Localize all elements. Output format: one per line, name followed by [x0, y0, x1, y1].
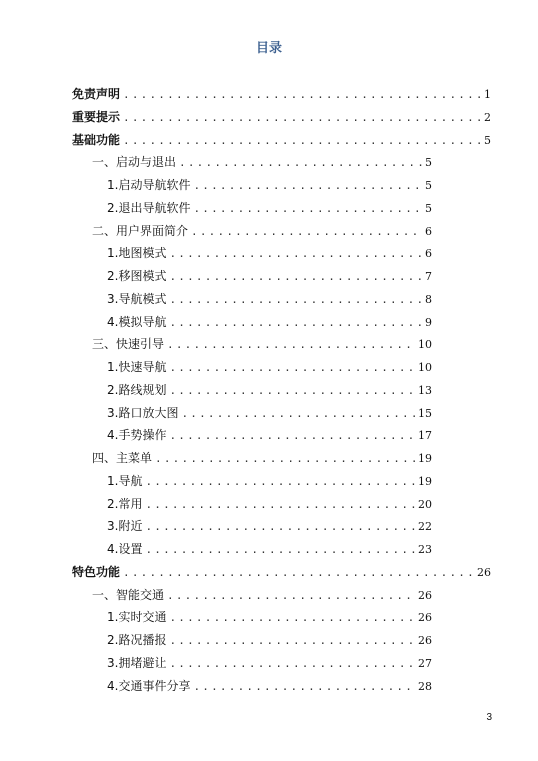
toc-entry-number: 1. — [107, 610, 119, 625]
toc-entry-number: 1. — [107, 178, 119, 192]
toc-entry-page: 10 — [418, 338, 432, 352]
toc-entry-page: 5 — [425, 179, 432, 192]
toc-entry[interactable] — [92, 404, 432, 424]
toc-entry-number: 3. — [107, 291, 119, 306]
toc-entry-page: 5 — [484, 133, 491, 147]
toc-entry-label: 实时交通 — [118, 610, 167, 625]
toc-entry-page: 9 — [425, 315, 432, 329]
toc-entry[interactable] — [92, 358, 432, 378]
toc-entry-page: 10 — [418, 361, 432, 374]
toc-entry-label: 导航 — [118, 473, 143, 488]
toc-entry[interactable] — [92, 586, 432, 606]
toc-entry-label: 主菜单 — [116, 451, 153, 465]
toc-entry[interactable] — [92, 517, 432, 537]
toc-entry-label: 用户界面简介 — [116, 223, 189, 238]
dot-leader — [193, 680, 415, 693]
toc-entry[interactable] — [92, 153, 432, 173]
toc-entry-label: 退出导航软件 — [118, 200, 191, 215]
page-number: 3 — [486, 712, 492, 723]
dot-leader — [179, 156, 422, 169]
toc-entry-number: 4. — [107, 542, 119, 556]
toc-entry-label: 交通事件分享 — [118, 678, 191, 693]
toc-entry-page: 19 — [418, 474, 432, 488]
toc-entry-page: 1 — [484, 88, 491, 101]
toc-entry-page: 22 — [418, 520, 432, 534]
toc-entry-label: 手势操作 — [118, 428, 167, 443]
dot-leader — [169, 270, 422, 283]
toc-entry-page: 27 — [418, 656, 432, 670]
toc-entry-number: 4. — [107, 428, 119, 443]
toc-entry-number: 2. — [107, 200, 119, 215]
toc-entry[interactable] — [92, 540, 432, 560]
toc-entry[interactable] — [92, 472, 432, 492]
toc-entry-number: 1. — [107, 246, 119, 261]
toc-entry-page: 26 — [418, 588, 432, 602]
toc-entry-label: 导航模式 — [118, 291, 167, 306]
dot-leader — [145, 498, 415, 511]
toc-entry[interactable] — [72, 131, 491, 151]
toc-entry[interactable] — [92, 267, 432, 287]
toc-entry-number: 一、 — [92, 587, 117, 602]
toc-entry-label: 路口放大图 — [118, 405, 179, 420]
toc-entry-number: 三、 — [92, 337, 117, 352]
toc-entry[interactable] — [72, 85, 491, 105]
dot-leader — [169, 384, 415, 397]
toc-entry-number: 一、 — [92, 155, 117, 170]
dot-leader — [169, 247, 422, 260]
toc-entry-page: 6 — [425, 224, 432, 238]
toc-entry-page: 19 — [418, 452, 432, 465]
toc-entry[interactable] — [92, 449, 432, 469]
toc-entry-page: 13 — [418, 383, 432, 397]
dot-leader — [169, 429, 415, 442]
toc-entry-label: 快速导航 — [118, 360, 167, 374]
dot-leader — [145, 475, 415, 488]
dot-leader — [169, 361, 415, 374]
toc-entry[interactable] — [92, 381, 432, 401]
toc-entry[interactable] — [92, 608, 432, 628]
dot-leader — [169, 611, 415, 624]
toc-entry-number: 3. — [107, 405, 119, 420]
dot-leader — [193, 202, 422, 215]
toc-entry-number: 3. — [107, 519, 119, 534]
page-title: 目录 — [255, 41, 282, 56]
dot-leader — [155, 452, 415, 465]
toc-entry-page: 17 — [418, 429, 432, 443]
dot-leader — [123, 134, 481, 147]
dot-leader — [169, 634, 415, 647]
toc-entry-number: 二、 — [92, 223, 117, 238]
toc-entry-label: 基础功能 — [72, 132, 121, 147]
toc-entry[interactable] — [92, 495, 432, 515]
toc-entry-label: 模拟导航 — [118, 314, 167, 329]
toc-entry[interactable] — [92, 244, 432, 264]
toc-entry-label: 常用 — [118, 496, 143, 511]
dot-leader — [169, 293, 422, 306]
toc-entry-number: 4. — [107, 678, 119, 693]
toc-entry-label: 智能交通 — [116, 587, 165, 602]
toc-entry-page: 5 — [425, 156, 432, 170]
toc-entry-number: 3. — [107, 655, 119, 670]
toc-entry[interactable] — [92, 677, 432, 697]
toc-entry-page: 2 — [484, 110, 491, 124]
toc-entry-label: 拥堵避让 — [118, 655, 167, 670]
toc-entry-label: 重要提示 — [72, 109, 121, 124]
toc-entry-number: 2. — [107, 269, 119, 283]
toc-entry-label: 附近 — [118, 519, 143, 534]
dot-leader — [145, 520, 415, 533]
toc-entry-label: 路况播报 — [118, 633, 167, 647]
toc-entry[interactable] — [92, 335, 432, 355]
dot-leader — [123, 88, 481, 101]
toc-entry-number: 4. — [107, 314, 119, 329]
dot-leader — [145, 543, 415, 556]
toc-entry-label: 移图模式 — [118, 269, 167, 283]
dot-leader — [123, 111, 481, 124]
toc-entry-label: 路线规划 — [118, 382, 167, 397]
toc-entry[interactable] — [92, 290, 432, 310]
toc-entry-page: 5 — [425, 201, 432, 215]
toc-entry-page: 26 — [418, 611, 432, 625]
toc-entry-number: 1. — [107, 473, 119, 488]
dot-leader — [169, 657, 415, 670]
toc-entry-page: 26 — [418, 634, 432, 647]
toc-entry[interactable] — [72, 563, 491, 583]
toc-entry-number: 2. — [107, 382, 119, 397]
toc-entry-number: 2. — [107, 496, 119, 511]
dot-leader — [193, 179, 422, 192]
toc-entry-page: 6 — [425, 247, 432, 261]
toc-entry-page: 20 — [418, 497, 432, 511]
toc-entry[interactable] — [72, 108, 491, 128]
toc-entry-page: 8 — [425, 292, 432, 306]
toc-entry[interactable] — [92, 222, 432, 242]
toc-entry-page: 7 — [425, 270, 432, 283]
dot-leader — [167, 338, 415, 351]
dot-leader — [191, 225, 422, 238]
dot-leader — [169, 316, 422, 329]
toc-entry[interactable] — [92, 631, 432, 651]
toc-entry[interactable] — [92, 199, 432, 219]
dot-leader — [123, 566, 474, 579]
toc-entry-page: 23 — [418, 543, 432, 556]
toc-entry[interactable] — [92, 426, 432, 446]
toc-entry-number: 四、 — [92, 451, 117, 465]
toc-entry-label: 特色功能 — [72, 564, 121, 579]
toc-entry-label: 免责声明 — [72, 87, 121, 101]
toc-entry-label: 启动与退出 — [116, 155, 177, 170]
toc-entry-page: 15 — [418, 406, 432, 420]
toc-entry-page: 28 — [418, 679, 432, 693]
toc-entry[interactable] — [92, 654, 432, 674]
dot-leader — [181, 407, 415, 420]
dot-leader — [167, 589, 415, 602]
toc-entry-number: 1. — [107, 360, 119, 374]
toc-entry-label: 地图模式 — [118, 246, 167, 261]
toc-entry[interactable] — [92, 313, 432, 333]
toc-entry-page: 26 — [477, 565, 491, 579]
toc-entry-label: 快速引导 — [116, 337, 165, 352]
toc-entry-label: 设置 — [118, 542, 143, 556]
toc-entry-number: 2. — [107, 633, 119, 647]
toc-entry-label: 启动导航软件 — [118, 178, 191, 192]
toc-entry[interactable] — [92, 176, 432, 196]
